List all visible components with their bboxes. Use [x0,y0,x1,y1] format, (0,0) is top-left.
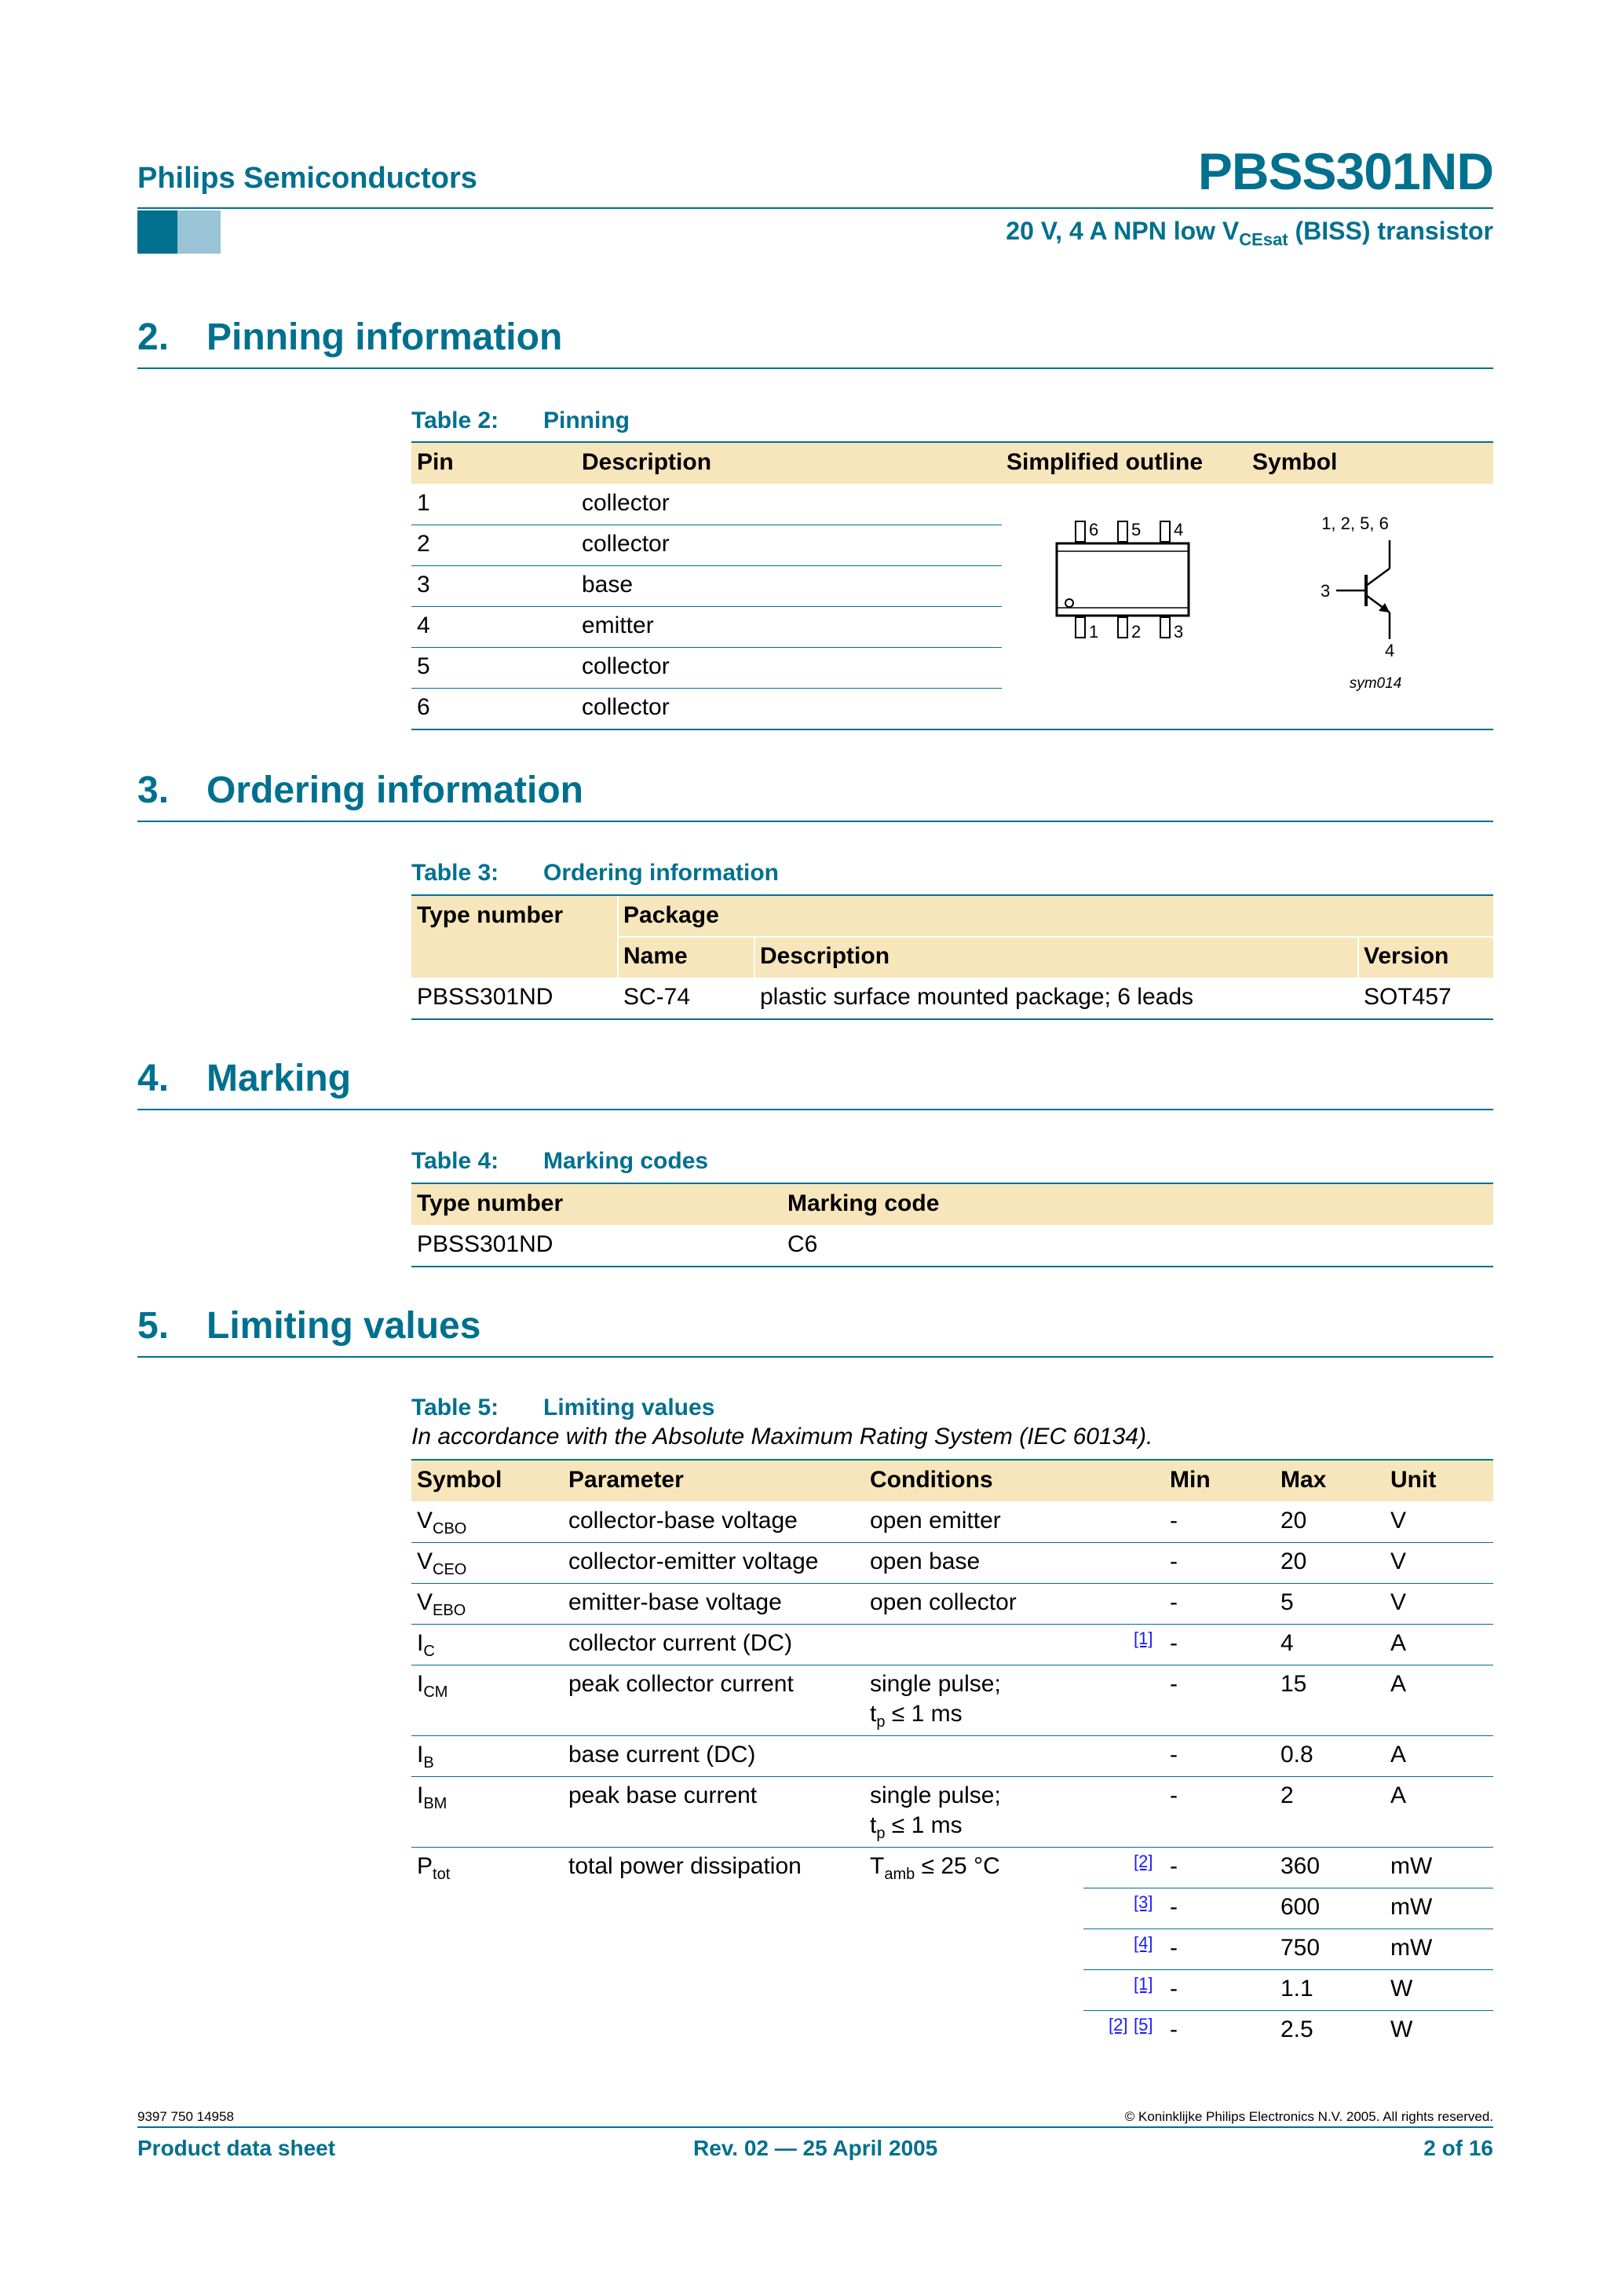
table-4-header-row [411,1184,1493,1225]
limit-max: 2 [1280,1782,1294,1808]
section-5-rule [137,1356,1493,1358]
pin-number: 6 [417,694,430,720]
limit-unit: V [1390,1508,1407,1534]
limit-symbol: $P_{tot}$ [417,1853,451,1883]
footnote-link[interactable]: [5] [1134,2015,1153,2035]
limit-parameter: total power dissipation [568,1853,802,1879]
table-3-header-package: Package [623,902,719,928]
limit-symbol: $V_{CBO}$ [417,1508,467,1537]
outline-pin-label: 3 [1174,622,1184,642]
outline-pin-label: 1 [1089,622,1099,642]
table-5-header-symbol: Symbol [417,1467,502,1493]
symbol-emitter-label: 4 [1385,641,1395,660]
limit-unit: mW [1390,1935,1433,1961]
limit-max: 2.5 [1280,2016,1313,2042]
table-2-header-symbol: Symbol [1252,449,1338,475]
table-3-col-divider [754,938,755,978]
footnote-link[interactable]: [3] [1134,1892,1153,1912]
limit-max: 0.8 [1280,1742,1313,1768]
limit-min: - [1170,1671,1178,1697]
header-rule [137,207,1493,209]
table-3-header-description: Description [760,943,890,969]
table-3-header-name: Name [623,943,688,969]
row-rule [411,565,1002,566]
limit-conditions: single pulse; [870,1671,1001,1697]
limit-parameter: collector-emitter voltage [568,1548,819,1574]
row-rule [1083,2010,1493,2011]
lead-1 [1076,617,1085,638]
limit-parameter: collector current (DC) [568,1630,793,1656]
limit-unit: V [1390,1548,1407,1574]
limit-unit: A [1390,1742,1407,1768]
table-2-caption: Table 2: Pinning [411,408,630,433]
lead-2 [1118,617,1127,638]
document-subtitle: 20 V, 4 A NPN low $V_{CEsat}$ (BISS) transistor [1006,217,1493,250]
section-5-title: 5. Limiting values [137,1305,481,1347]
copyright: © Koninklijke Philips Electronics N.V. 2005. All rights reserved. [1124,2109,1493,2124]
row-rule [411,1776,1493,1777]
row-rule [1083,1969,1493,1970]
pin-number: 5 [417,653,430,679]
limit-unit: W [1390,2016,1413,2042]
section-4-title: 4. Marking [137,1058,352,1099]
table-5-header-unit: Unit [1390,1467,1437,1493]
lead-6 [1076,521,1085,542]
limit-min: - [1170,1935,1178,1961]
limit-max: 1.1 [1280,1976,1313,2002]
pin-number: 2 [417,531,430,557]
pin-number: 1 [417,490,430,516]
limit-conditions: single pulse; [870,1782,1001,1808]
section-3-title: 3. Ordering information [137,770,583,811]
section-2-title: 2. Pinning information [137,316,563,358]
limit-symbol: $I_C$ [417,1630,435,1660]
pin-description: collector [582,653,670,679]
outline-pin-label: 2 [1131,622,1142,642]
table-3-header-type: Type number [417,902,564,928]
company-name: Philips Semiconductors [137,162,477,195]
table-3-subheader-divider [619,936,1493,938]
table-4-bottom-rule [411,1266,1493,1267]
lead-5 [1118,521,1127,542]
table-2-header-description: Description [582,449,712,475]
outline-pin-label: 4 [1174,520,1184,539]
pin-number: 3 [417,572,430,598]
limit-max: 20 [1280,1508,1307,1534]
symbol-collector-label: 1, 2, 5, 6 [1321,514,1389,533]
limit-min: - [1170,1853,1178,1879]
ordering-type-number: PBSS301ND [417,984,553,1010]
limit-max: 15 [1280,1671,1307,1697]
pin-description: collector [582,531,670,557]
table-5-caption: Table 5: Limiting values [411,1395,715,1420]
limit-symbol: $I_{BM}$ [417,1782,448,1812]
limit-parameter: base current (DC) [568,1742,756,1768]
limit-min: - [1170,1589,1178,1615]
row-rule [411,1542,1493,1543]
section-2-rule [137,367,1493,369]
limit-unit: A [1390,1782,1407,1808]
section-4-rule [137,1109,1493,1110]
npn-transistor-symbol [1303,510,1445,699]
limit-conditions-line2: $t_p \le 1$ ms [870,1812,963,1842]
table-5-header-max: Max [1280,1467,1327,1493]
limit-unit: mW [1390,1894,1433,1920]
limit-conditions: open emitter [870,1508,1001,1534]
limit-max: 5 [1280,1589,1294,1615]
logo-square-dark [137,210,177,254]
pin-description: base [582,572,634,598]
row-rule [411,1624,1493,1625]
symbol-base-label: 3 [1321,581,1331,601]
row-rule [411,1583,1493,1584]
table-3-header-version: Version [1364,943,1449,969]
limit-min: - [1170,1742,1178,1768]
limit-min: - [1170,1548,1178,1574]
table-4-header-type: Type number [417,1190,564,1216]
limit-max: 4 [1280,1630,1294,1656]
section-3-rule [137,821,1493,822]
limit-min: - [1170,1508,1178,1534]
ordering-package-name: SC-74 [623,984,691,1010]
footnote-link[interactable]: [4] [1134,1933,1153,1953]
table-3-caption: Table 3: Ordering information [411,860,779,886]
lead-4 [1160,521,1170,542]
table-4-header-marking: Marking code [787,1190,940,1216]
limit-unit: A [1390,1630,1407,1656]
table-3-col-divider [1357,938,1359,978]
pin-description: collector [582,694,670,720]
limit-max: 20 [1280,1548,1307,1574]
table-2-header-outline: Simplified outline [1006,449,1204,475]
row-rule [411,1735,1493,1736]
table-2-header-pin: Pin [417,449,454,475]
table-4-caption: Table 4: Marking codes [411,1148,709,1174]
limit-symbol: $V_{EBO}$ [417,1589,466,1619]
limit-unit: W [1390,1976,1413,2002]
limit-conditions: open base [870,1548,981,1574]
limit-max: 750 [1280,1935,1321,1961]
lead-3 [1160,617,1170,638]
limit-min: - [1170,1782,1178,1808]
limit-parameter: peak collector current [568,1671,794,1697]
footer-rule [137,2126,1493,2128]
limit-symbol: $V_{CEO}$ [417,1548,467,1578]
limit-max: 360 [1280,1853,1321,1879]
table-2-bottom-rule [411,729,1493,730]
row-rule [411,1847,1493,1848]
table-5-note: In accordance with the Absolute Maximum Rating System (IEC 60134). [411,1424,1153,1450]
table-5-header-parameter: Parameter [568,1467,684,1493]
limit-unit: V [1390,1589,1407,1615]
marking-type-number: PBSS301ND [417,1231,553,1257]
page-number: 2 of 16 [1423,2136,1493,2160]
logo-square-light [177,210,221,254]
limit-max: 600 [1280,1894,1321,1920]
limit-min: - [1170,1894,1178,1920]
limit-parameter: emitter-base voltage [568,1589,782,1615]
footnote-link[interactable]: [1] [1134,1974,1153,1994]
footnote-link[interactable]: [2] [1109,2015,1128,2035]
revision: Rev. 02 — 25 April 2005 [693,2136,938,2160]
limit-min: - [1170,2016,1178,2042]
package-outline-drawing [1052,512,1209,645]
limit-symbol: $I_B$ [417,1742,434,1771]
marking-code: C6 [787,1231,818,1257]
outline-pin-label: 6 [1089,520,1099,539]
part-number: PBSS301ND [1197,142,1493,200]
limit-symbol: $I_{CM}$ [417,1671,448,1701]
row-rule [411,606,1002,607]
ordering-package-version: SOT457 [1364,984,1452,1010]
limit-min: - [1170,1630,1178,1656]
row-rule [411,647,1002,648]
table-5-header-conditions: Conditions [870,1467,993,1493]
limit-conditions: open collector [870,1589,1017,1615]
row-rule [411,688,1002,689]
limit-parameter: collector-base voltage [568,1508,798,1534]
table-3-bottom-rule [411,1018,1493,1020]
pin-description: emitter [582,612,654,638]
document-type: Product data sheet [137,2136,336,2160]
footnote-link[interactable]: [2] [1134,1852,1153,1871]
symbol-code: sym014 [1349,675,1402,692]
limit-min: - [1170,1976,1178,2002]
package-body [1057,543,1189,616]
limit-conditions: $T_{amb} \le 25$ °C [870,1853,1000,1883]
limit-unit: A [1390,1671,1407,1697]
document-number: 9397 750 14958 [137,2109,234,2124]
pin-number: 4 [417,612,430,638]
pin-description: collector [582,490,670,516]
pin-1-marker [1065,599,1073,607]
footnote-link[interactable]: [1] [1134,1629,1153,1648]
table-5-header-min: Min [1170,1467,1211,1493]
limit-parameter: peak base current [568,1782,758,1808]
limit-unit: mW [1390,1853,1433,1879]
ordering-package-description: plastic surface mounted package; 6 leads [760,984,1193,1010]
outline-pin-label: 5 [1131,520,1142,539]
limit-conditions-line2: $t_p \le 1$ ms [870,1701,963,1731]
